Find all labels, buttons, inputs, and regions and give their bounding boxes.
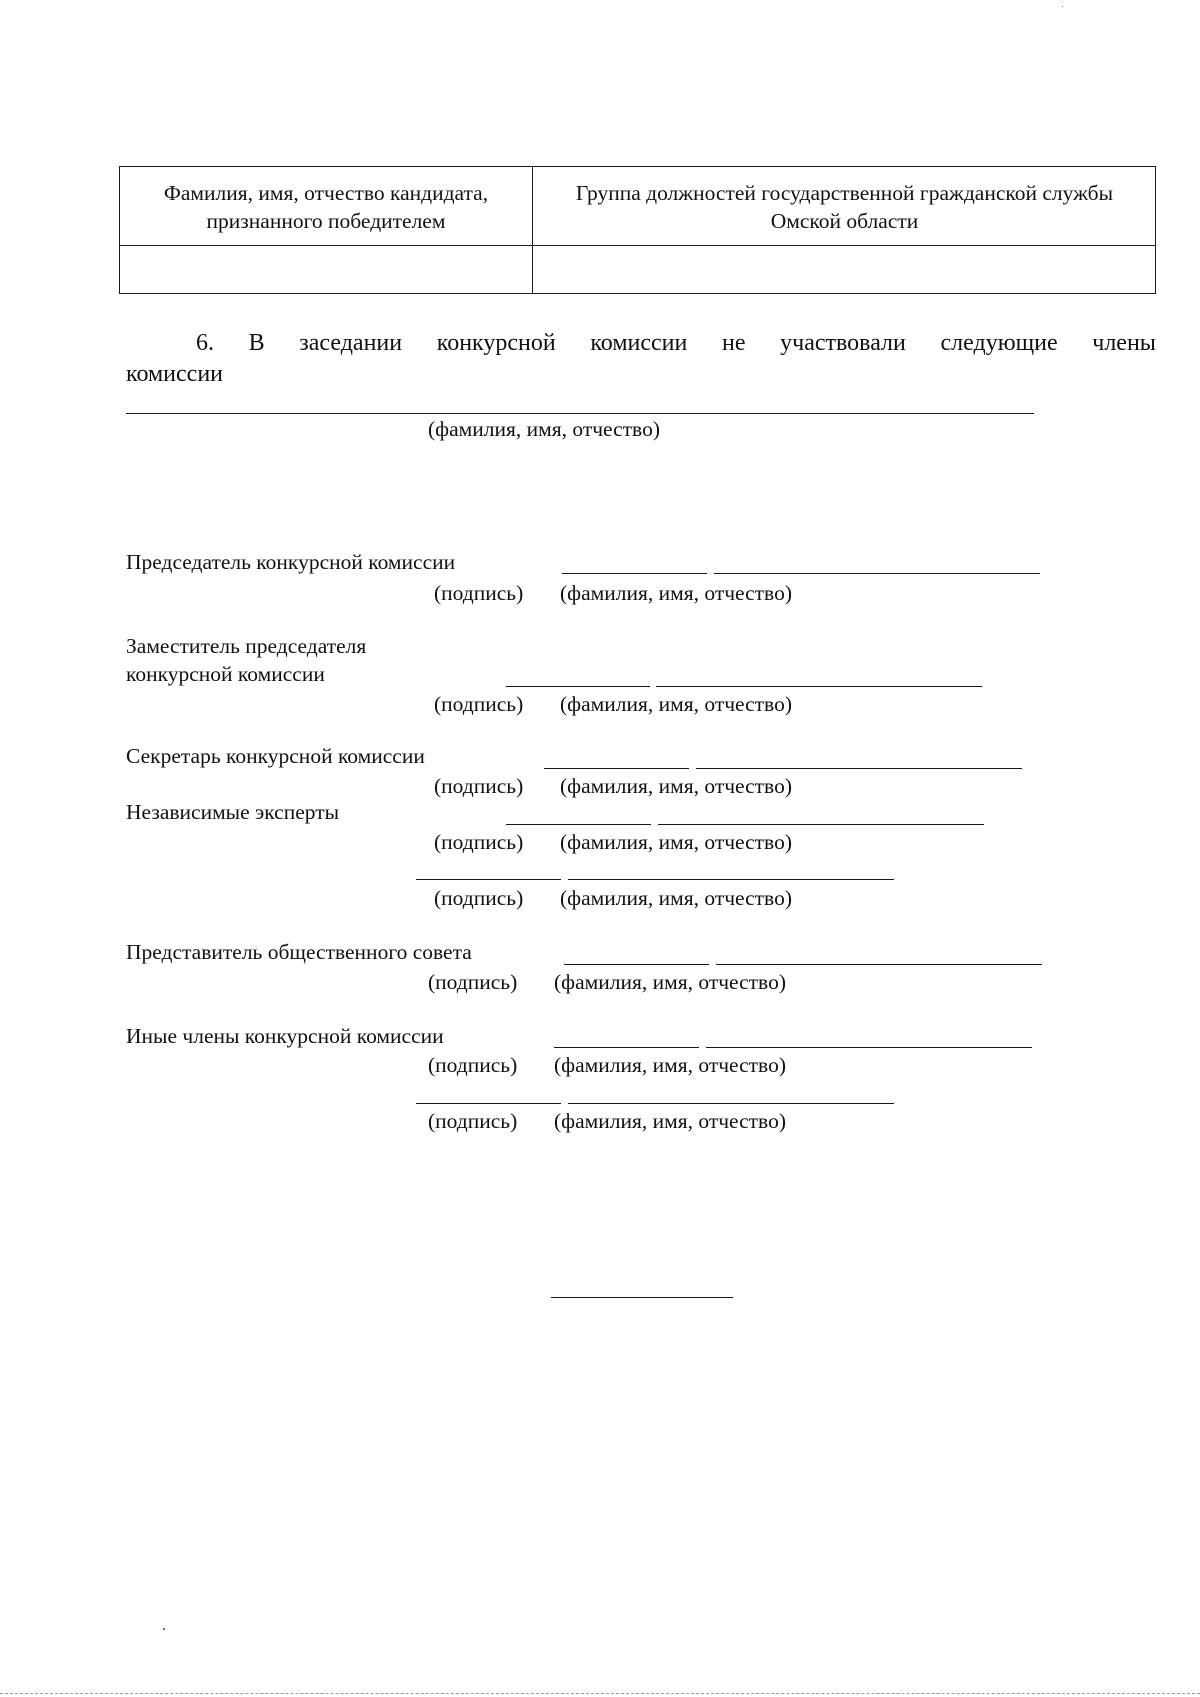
expert-1-fio-line[interactable] bbox=[658, 824, 984, 825]
chairman-fio-hint: (фамилия, имя, отчество) bbox=[560, 581, 792, 605]
secretary-fio-line[interactable] bbox=[696, 768, 1022, 769]
deputy-label-line2: конкурсной комиссии bbox=[126, 662, 325, 686]
secretary-label: Секретарь конкурсной комиссии bbox=[126, 744, 425, 768]
section-6-word: заседании bbox=[299, 330, 403, 356]
section-6-line2: комиссии bbox=[126, 361, 224, 387]
table-row-divider bbox=[120, 245, 1155, 246]
absent-members-line[interactable] bbox=[126, 413, 1034, 414]
section-6-word: не bbox=[722, 330, 746, 356]
deputy-fio-hint: (фамилия, имя, отчество) bbox=[560, 692, 792, 716]
other-member-1-signature-line[interactable] bbox=[554, 1047, 699, 1048]
section-6-word: участвовали bbox=[780, 330, 906, 356]
section-6-line1 bbox=[126, 328, 1156, 359]
section-6-word: 6. bbox=[196, 330, 214, 356]
chairman-fio-line[interactable] bbox=[714, 573, 1040, 574]
table-cell-candidate-empty bbox=[120, 247, 530, 293]
section-6-word: В bbox=[248, 330, 265, 356]
scan-speck bbox=[1062, 6, 1063, 7]
table-header-position-group bbox=[532, 179, 1157, 235]
expert-2-signature-line[interactable] bbox=[416, 879, 561, 880]
public-council-signature-line[interactable] bbox=[564, 964, 709, 965]
other-member-2-signature-line[interactable] bbox=[416, 1103, 561, 1104]
chairman-label: Председатель конкурсной комиссии bbox=[126, 550, 456, 574]
absent-members-fio-hint: (фамилия, имя, отчество) bbox=[428, 417, 660, 441]
table-header-candidate-line2: признанного победителем bbox=[206, 209, 446, 233]
section-6-word: комиссии bbox=[590, 330, 688, 356]
other-member-2-sign-hint: (подпись) bbox=[428, 1109, 518, 1133]
secretary-fio-hint: (фамилия, имя, отчество) bbox=[560, 774, 792, 798]
table-header-position-group-line1: Группа должностей государственной гражданской службы bbox=[575, 181, 1114, 205]
table-header-candidate-line1: Фамилия, имя, отчество кандидата, bbox=[163, 181, 489, 205]
table-header-candidate bbox=[120, 179, 532, 235]
chairman-signature-line[interactable] bbox=[562, 573, 707, 574]
deputy-signature-line[interactable] bbox=[506, 686, 650, 687]
secretary-signature-line[interactable] bbox=[544, 768, 689, 769]
public-council-sign-hint: (подпись) bbox=[428, 970, 518, 994]
other-members-label: Иные члены конкурсной комиссии bbox=[126, 1024, 444, 1048]
public-council-fio-line[interactable] bbox=[716, 964, 1042, 965]
experts-label: Независимые эксперты bbox=[126, 800, 340, 824]
expert-1-signature-line[interactable] bbox=[506, 824, 651, 825]
expert-1-sign-hint: (подпись) bbox=[434, 830, 524, 854]
other-member-1-sign-hint: (подпись) bbox=[428, 1053, 518, 1077]
other-member-1-fio-line[interactable] bbox=[706, 1047, 1032, 1048]
document-end-separator bbox=[551, 1297, 733, 1298]
winner-table bbox=[119, 166, 1156, 294]
scan-speck bbox=[163, 1628, 165, 1630]
other-member-1-fio-hint: (фамилия, имя, отчество) bbox=[554, 1053, 786, 1077]
section-6-word: члены bbox=[1092, 330, 1156, 356]
expert-2-fio-line[interactable] bbox=[568, 879, 894, 880]
secretary-sign-hint: (подпись) bbox=[434, 774, 524, 798]
table-header-position-group-line2: Омской области bbox=[770, 209, 919, 233]
chairman-sign-hint: (подпись) bbox=[434, 581, 524, 605]
other-member-2-fio-line[interactable] bbox=[568, 1103, 894, 1104]
section-6-word: следующие bbox=[940, 330, 1058, 356]
deputy-label-line1: Заместитель председателя bbox=[126, 634, 367, 658]
section-6-word: конкурсной bbox=[436, 330, 556, 356]
table-cell-position-group-empty bbox=[534, 247, 1154, 293]
expert-1-fio-hint: (фамилия, имя, отчество) bbox=[560, 830, 792, 854]
public-council-label: Представитель общественного совета bbox=[126, 940, 472, 964]
scan-bottom-edge bbox=[0, 1693, 1200, 1694]
section-6-paragraph bbox=[126, 328, 1156, 390]
deputy-sign-hint: (подпись) bbox=[434, 692, 524, 716]
expert-2-fio-hint: (фамилия, имя, отчество) bbox=[560, 886, 792, 910]
deputy-fio-line[interactable] bbox=[656, 686, 982, 687]
expert-2-sign-hint: (подпись) bbox=[434, 886, 524, 910]
public-council-fio-hint: (фамилия, имя, отчество) bbox=[554, 970, 786, 994]
other-member-2-fio-hint: (фамилия, имя, отчество) bbox=[554, 1109, 786, 1133]
